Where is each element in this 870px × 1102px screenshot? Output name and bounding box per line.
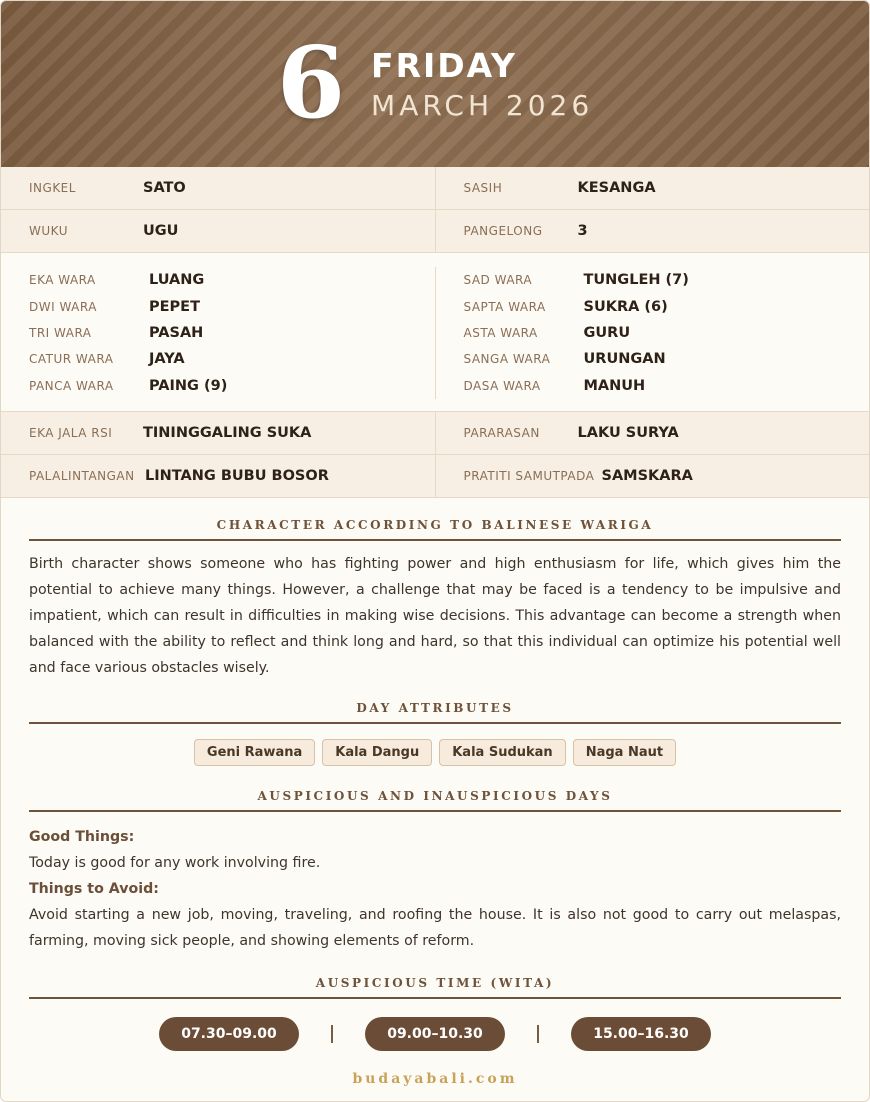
wara-label: EKA WARA <box>29 273 96 288</box>
wara-value: JAYA <box>149 351 185 368</box>
wara-value: PEPET <box>149 298 200 315</box>
month-year: MARCH 2026 <box>371 89 594 123</box>
wara-value: SUKRA (6) <box>583 298 668 315</box>
good-things-text: Today is good for any work involving fire. <box>29 854 321 871</box>
pararasan-label: PARARASAN <box>463 425 540 440</box>
wara-label: TRI WARA <box>29 325 92 340</box>
pararasan-value: LAKU SURYA <box>577 424 679 441</box>
pratiti-samutpada-label: PRATITI SAMUTPADA <box>463 468 595 483</box>
pangelong-value: 3 <box>577 223 588 239</box>
wara-label: ASTA WARA <box>463 325 538 340</box>
times-title: AUSPICIOUS TIME (WITA) <box>315 975 555 990</box>
wara-label: SANGA WARA <box>463 352 551 367</box>
attributes-title: DAY ATTRIBUTES <box>356 700 514 715</box>
ingkel-value: SATO <box>143 180 186 196</box>
wuku-label: WUKU <box>29 224 68 238</box>
sasih-label: SASIH <box>463 181 503 195</box>
attribute-chip: Kala Sudukan <box>439 739 565 766</box>
wara-row <box>1 320 435 346</box>
time-separator <box>537 1025 539 1043</box>
eka-jala-rsi-label: EKA JALA RSI <box>29 425 113 440</box>
section-divider <box>29 722 841 724</box>
ingkel-label: INGKEL <box>29 181 76 195</box>
pratiti-samutpada-value: SAMSKARA <box>601 467 693 484</box>
date-header <box>1 1 869 167</box>
day-number: 6 <box>276 26 344 141</box>
wara-value: LUANG <box>149 272 205 289</box>
info-row-palalintangan <box>1 455 869 498</box>
wara-column-right <box>435 267 870 399</box>
auspicious-title: AUSPICIOUS AND INAUSPICIOUS DAYS <box>257 788 613 803</box>
wara-value: PASAH <box>149 324 204 341</box>
attribute-chip: Kala Dangu <box>322 739 432 766</box>
time-separator <box>331 1025 333 1043</box>
wara-value: MANUH <box>583 377 646 394</box>
wara-row <box>436 346 870 372</box>
wara-row <box>436 267 870 293</box>
times-section <box>1 976 869 1051</box>
wara-row <box>1 267 435 293</box>
time-slot: 15.00–16.30 <box>571 1017 711 1051</box>
day-name: FRIDAY <box>371 45 517 85</box>
wara-label: SAPTA WARA <box>463 299 546 314</box>
pangelong-label: PANGELONG <box>463 224 543 238</box>
wara-column-left <box>1 267 435 399</box>
wara-row <box>1 373 435 399</box>
section-divider <box>29 997 841 999</box>
attributes-section <box>1 701 869 766</box>
wuku-value: UGU <box>143 223 179 239</box>
wara-label: DWI WARA <box>29 299 97 314</box>
character-title: CHARACTER ACCORDING TO BALINESE WARIGA <box>216 517 654 532</box>
palalintangan-value: LINTANG BUBU BOSOR <box>145 467 329 484</box>
wara-row <box>1 346 435 372</box>
wara-label: DASA WARA <box>463 378 541 393</box>
things-to-avoid-text: Avoid starting a new job, moving, traveling, and roofing the house. It is also not good to carry out melaspas, farming, moving sick people, and showing elements of reform. <box>29 906 841 949</box>
auspicious-section <box>1 789 869 954</box>
things-to-avoid-label: Things to Avoid: <box>29 880 159 897</box>
sasih-value: KESANGA <box>577 180 656 196</box>
wara-grid <box>1 253 869 412</box>
character-text: Birth character shows someone who has fighting power and high enthusiasm for life, which gives him the potential to achieve many things. However, a challenge that may be faced is a tendency to be impulsive and impatient, which can result in difficulties in making wise decisions. This advantage can become a strength when balanced with the ability to reflect and think long and hard, so that this individual can optimize his potential well and face various obstacles wisely. <box>29 555 841 676</box>
character-section <box>1 518 869 681</box>
wara-label: SAD WARA <box>463 273 533 288</box>
wara-label: PANCA WARA <box>29 378 114 393</box>
palalintangan-label: PALALINTANGAN <box>29 468 135 483</box>
time-slot: 07.30–09.00 <box>159 1017 299 1051</box>
wara-row <box>436 293 870 319</box>
attribute-chips <box>1 739 869 766</box>
wara-value: GURU <box>583 324 631 341</box>
attribute-chip: Naga Naut <box>573 739 676 766</box>
time-slot: 09.00–10.30 <box>365 1017 505 1051</box>
section-divider <box>29 810 841 812</box>
time-slots <box>1 1017 869 1051</box>
wara-row <box>436 320 870 346</box>
attribute-chip: Geni Rawana <box>194 739 315 766</box>
info-row-eka-jala-rsi <box>1 412 869 455</box>
good-things-label: Good Things: <box>29 828 135 845</box>
wara-label: CATUR WARA <box>29 352 114 367</box>
wara-value: URUNGAN <box>583 351 666 368</box>
eka-jala-rsi-value: TININGGALING SUKA <box>143 424 312 441</box>
info-row-wuku <box>1 210 869 253</box>
wara-value: TUNGLEH (7) <box>583 272 689 289</box>
site-footer: budayabali.com <box>352 1070 518 1087</box>
wara-row <box>1 293 435 319</box>
section-divider <box>29 539 841 541</box>
info-row-ingkel <box>1 167 869 210</box>
wara-value: PAING (9) <box>149 377 228 394</box>
wara-row <box>436 373 870 399</box>
